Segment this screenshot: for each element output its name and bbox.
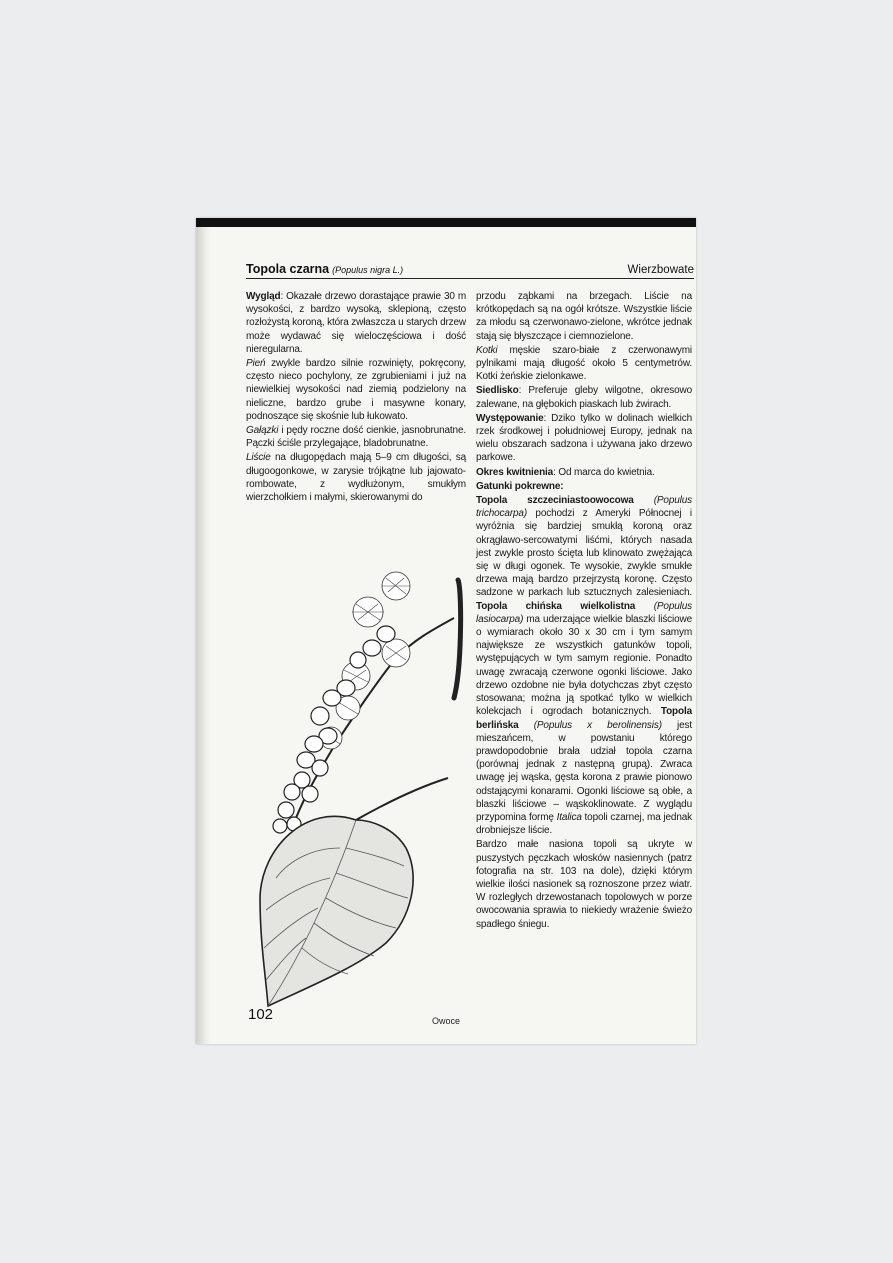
latin-berolinensis: (Populus x berolinensis) bbox=[518, 719, 662, 731]
text-appearance: : Okazałe drzewo dorastające prawie 30 m wysokości, z bardzo wysoką, sklepioną, często rozłożystą koroną, która zwłaszcza u starych drzew może wydawać się wieloczęściowa i dość nieregularna. bbox=[246, 291, 466, 355]
right-column bbox=[476, 290, 692, 932]
illustration-caption: Owoce bbox=[432, 1016, 461, 1026]
page-header bbox=[246, 260, 694, 279]
text-leaves-cont: przodu ząbkami na brzegach. Liście na krótkopędach są na ogół krótsze. Wszystkie liście za młodu są czerwonawo-zielone, wkrótce jednak stają się błyszczące i ciemnozielone. bbox=[476, 291, 692, 342]
species-name: Topola czarna bbox=[246, 262, 330, 276]
label-occurrence: Występowanie bbox=[476, 412, 544, 424]
label-habitat: Siedlisko bbox=[476, 385, 519, 397]
paragraph-flowering bbox=[476, 466, 692, 479]
text-italica: topoli czarnej, ma jednak drobniejsze liście. bbox=[476, 811, 692, 837]
left-column bbox=[246, 290, 466, 505]
label-appearance: Wygląd bbox=[246, 291, 281, 302]
text-trunk: zwykle bardzo silnie rozwinięty, pokręcony, często nieco pochylony, ze zgrubieniami i już na niewielkiej wysokości nad ziemią podzielony na nieliczne, bardzo grube i masywne konary, podnoszące się skośnie lub łukowato. bbox=[246, 358, 466, 422]
scan-top-edge bbox=[196, 218, 696, 227]
form-italica: Italica bbox=[556, 811, 582, 823]
text-berolinensis: jest mieszańcem, w powstaniu którego prawdopodobnie brała udział topola czarna (porównaj jednak z następną grupą). Zwraca uwagę jej wąska, gęsta korona z prawie pionowo odstającymi konarami. Ogonki liściowe są obłe, a blaszki liściowe – wąskoklinowate. Z wyglądu przypomina formę bbox=[476, 719, 693, 823]
paragraph-habitat bbox=[476, 384, 692, 410]
label-related-species: Gatunki pokrewne: bbox=[476, 480, 564, 492]
label-flowering: Okres kwitnienia bbox=[476, 466, 554, 478]
species-lasiocarpa: Topola chińska wielkolistna bbox=[476, 600, 636, 612]
paragraph-trunk bbox=[246, 357, 466, 423]
species-trichocarpa: Topola szczeciniastoowocowa bbox=[476, 495, 634, 507]
label-trunk: Pień bbox=[246, 358, 266, 370]
paragraph-related-species bbox=[476, 494, 692, 837]
paragraph-leaves-cont bbox=[476, 290, 692, 343]
text-seeds: Bardzo małe nasiona topoli są ukryte w puszystych pęczkach włosków nasiennych (patrz fotografia na str. 103 na dole), dzięki którym wielkie ilości nasionek są roznoszone przez wiatr. W rozległych drzewostanach topolowych w porze owocowania sprawia to niekiedy wrażenie świeżo spadłego śniegu. bbox=[476, 839, 692, 930]
page-number: 102 bbox=[248, 1006, 274, 1023]
species-title bbox=[246, 262, 403, 276]
text-flowering: : Od marca do kwietnia. bbox=[553, 466, 655, 478]
text-leaves: na długopędach mają 5–9 cm długości, są długoogonkowe, w zarysie trójkątne lub jajowato-rombowate, z wydłużonym, smukłym wierzchołkiem i małymi, skierowanymi do bbox=[246, 452, 466, 504]
poplar-illustration bbox=[236, 548, 476, 1026]
paragraph-leaves bbox=[246, 451, 466, 504]
text-occurrence: : Dziko tylko w dolinach wielkich rzek środkowej i południowej Europy, jednak na wielu obszarach sadzona i używana jako drzewo parkowe. bbox=[476, 412, 692, 464]
label-catkins: Kotki bbox=[476, 344, 498, 356]
text-trichocarpa: pochodzi z Ameryki Północnej i wyróżnia się bardziej smukłą koroną oraz okrągławo-sercowatymi liśćmi, których nasada jest zwykle prosto ścięta lub klinowato zwężająca się w długi ogonek. Te wysokie, zwykle smukłe drzewa mają bardzo przejrzystą koronę. Często sadzone w parkach lub sztucznych zalesieniach. bbox=[476, 508, 692, 599]
text-habitat: : Preferuje gleby wilgotne, okresowo zalewane, na głębokich piaskach lub żwirach. bbox=[476, 385, 692, 410]
species-berolinensis: Topola berlińska bbox=[476, 706, 692, 731]
label-leaves: Liście bbox=[246, 452, 271, 464]
latin-lasiocarpa: (Populus lasiocarpa) bbox=[476, 600, 692, 625]
book-spine-shadow bbox=[196, 227, 210, 1044]
text-catkins: męskie szaro-białe z czerwonawymi pylnikami mają długość około 5 centymetrów. Kotki żeńskie zielonkawe. bbox=[476, 344, 692, 383]
latin-trichocarpa: (Populus trichocarpa) bbox=[476, 495, 692, 520]
text-lasiocarpa: ma uderzające wielkie blaszki liściowe o wymiarach około 30 x 30 cm i tym samym największe ze wszystkich gatunków topoli, występujących w tym samym regionie. Ponadto uwagę zwracają czerwone ogonki liściowe. Jako drzewo ozdobne nie była dotychczas zbyt często stosowana; można ją spotkać tylko w wielkich kolekcjach i ogrodach botanicznych. bbox=[476, 613, 692, 718]
paragraph-related-heading bbox=[476, 480, 692, 493]
paragraph-catkins bbox=[476, 344, 692, 384]
label-twigs: Gałązki bbox=[246, 425, 279, 437]
text-twigs: i pędy roczne dość cienkie, jasnobrunatne. Pączki ściśle przylegające, bladobrunatne. bbox=[246, 425, 466, 450]
book-page bbox=[196, 218, 696, 1044]
family-name: Wierzbowate bbox=[627, 264, 694, 276]
fruit-and-leaf-drawing bbox=[236, 548, 476, 1018]
paragraph-occurrence bbox=[476, 412, 692, 465]
paragraph-twigs bbox=[246, 424, 466, 450]
paragraph-appearance bbox=[246, 290, 466, 356]
species-latin-name: (Populus nigra L.) bbox=[332, 265, 404, 275]
paragraph-seeds bbox=[476, 838, 692, 930]
